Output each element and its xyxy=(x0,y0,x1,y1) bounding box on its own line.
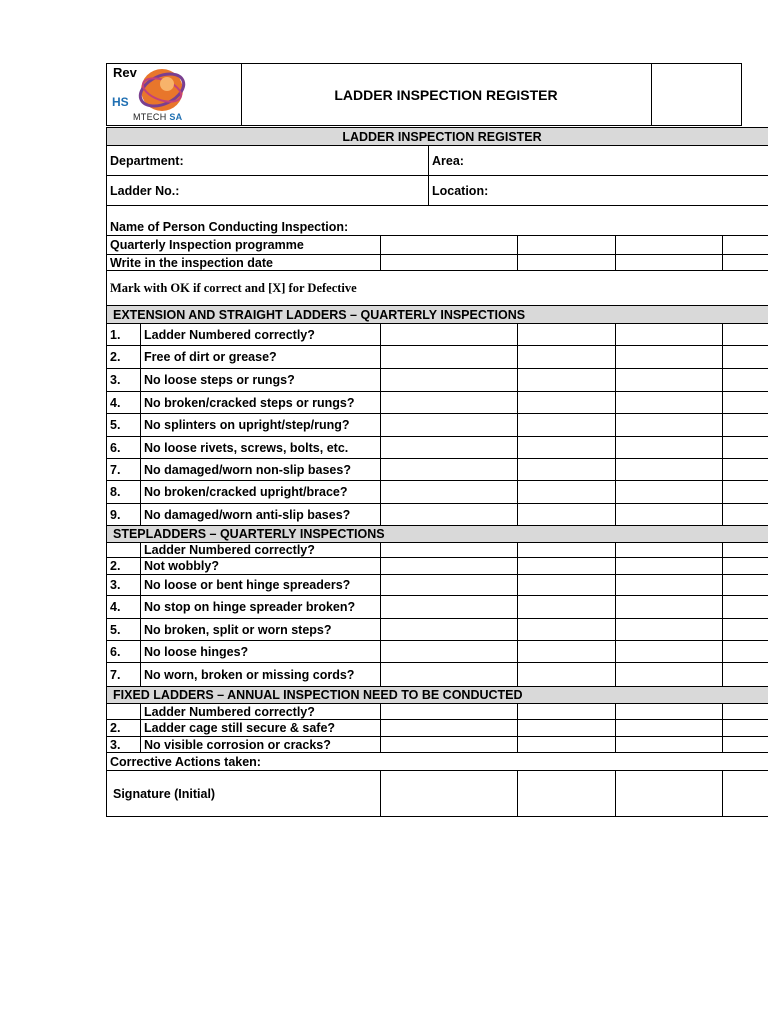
rev-label: Rev xyxy=(113,65,137,80)
check-cell[interactable] xyxy=(723,369,768,392)
logo-cell xyxy=(107,64,242,125)
check-cell[interactable] xyxy=(723,504,768,526)
check-cell[interactable] xyxy=(723,720,768,737)
date-cell[interactable] xyxy=(381,255,518,271)
signature-cell[interactable] xyxy=(723,771,768,817)
ladder-no-label: Ladder No.: xyxy=(110,183,180,198)
check-cell[interactable] xyxy=(616,641,723,663)
logo-company-text: MTECH SA xyxy=(133,112,183,122)
item-number: 4. xyxy=(107,596,141,619)
check-cell[interactable] xyxy=(723,704,768,720)
instruction-note: Mark with OK if correct and [X] for Defective xyxy=(107,271,768,306)
checklist-row xyxy=(107,663,768,687)
form-title: LADDER INSPECTION REGISTER xyxy=(107,128,768,146)
checklist-row xyxy=(107,414,768,437)
check-cell[interactable] xyxy=(723,392,768,414)
date-label: Write in the inspection date xyxy=(107,255,381,271)
check-cell[interactable] xyxy=(518,720,616,737)
check-cell[interactable] xyxy=(381,575,518,596)
item-text: No loose rivets, screws, bolts, etc. xyxy=(141,437,381,459)
checklist-row xyxy=(107,558,768,575)
check-cell[interactable] xyxy=(381,459,518,481)
signature-cell[interactable] xyxy=(381,771,518,817)
item-text: No broken/cracked steps or rungs? xyxy=(141,392,381,414)
item-number: 3. xyxy=(107,737,141,753)
programme-cell[interactable] xyxy=(518,236,616,255)
item-text: Not wobbly? xyxy=(141,558,381,575)
company-logo-icon xyxy=(135,66,193,114)
checklist-row xyxy=(107,324,768,346)
item-number: 7. xyxy=(107,459,141,481)
item-text: No stop on hinge spreader broken? xyxy=(141,596,381,619)
header-blank-cell xyxy=(651,64,742,125)
check-cell[interactable] xyxy=(518,459,616,481)
check-cell[interactable] xyxy=(381,324,518,346)
check-cell[interactable] xyxy=(381,663,518,687)
check-cell[interactable] xyxy=(723,619,768,641)
check-cell[interactable] xyxy=(518,737,616,753)
check-cell[interactable] xyxy=(381,737,518,753)
inspector-field[interactable] xyxy=(107,206,768,236)
item-number xyxy=(107,704,141,720)
item-text: No splinters on upright/step/rung? xyxy=(141,414,381,437)
check-cell[interactable] xyxy=(381,596,518,619)
item-number: 5. xyxy=(107,414,141,437)
check-cell[interactable] xyxy=(518,575,616,596)
check-cell[interactable] xyxy=(723,324,768,346)
signature-label: Signature (Initial) xyxy=(107,771,381,817)
item-text: No loose steps or rungs? xyxy=(141,369,381,392)
checklist-row xyxy=(107,619,768,641)
check-cell[interactable] xyxy=(616,558,723,575)
item-text: No loose hinges? xyxy=(141,641,381,663)
checklist-row xyxy=(107,504,768,526)
ladder-no-field[interactable] xyxy=(107,176,429,206)
check-cell[interactable] xyxy=(381,641,518,663)
signature-cell[interactable] xyxy=(616,771,723,817)
check-cell[interactable] xyxy=(616,737,723,753)
check-cell[interactable] xyxy=(616,459,723,481)
check-cell[interactable] xyxy=(723,641,768,663)
checklist-row xyxy=(107,481,768,504)
checklist-row xyxy=(107,596,768,619)
check-cell[interactable] xyxy=(723,459,768,481)
check-cell[interactable] xyxy=(518,663,616,687)
check-cell[interactable] xyxy=(518,437,616,459)
section-title: STEPLADDERS – QUARTERLY INSPECTIONS xyxy=(107,526,768,543)
date-cell[interactable] xyxy=(723,255,768,271)
checklist-row xyxy=(107,720,768,737)
check-cell[interactable] xyxy=(381,414,518,437)
check-cell[interactable] xyxy=(518,543,616,558)
logo-hs-text: HS xyxy=(112,95,129,109)
item-number: 1. xyxy=(107,324,141,346)
check-cell[interactable] xyxy=(518,596,616,619)
item-number: 4. xyxy=(107,392,141,414)
checklist-row xyxy=(107,459,768,481)
check-cell[interactable] xyxy=(518,641,616,663)
programme-cell[interactable] xyxy=(723,236,768,255)
item-number: 6. xyxy=(107,437,141,459)
checklist-row xyxy=(107,641,768,663)
item-text: No worn, broken or missing cords? xyxy=(141,663,381,687)
checklist-row xyxy=(107,392,768,414)
item-number xyxy=(107,543,141,558)
check-cell[interactable] xyxy=(381,369,518,392)
programme-label: Quarterly Inspection programme xyxy=(107,236,381,255)
item-text: No loose or bent hinge spreaders? xyxy=(141,575,381,596)
check-cell[interactable] xyxy=(723,663,768,687)
checklist-row xyxy=(107,346,768,369)
document-header xyxy=(106,63,742,126)
location-field[interactable] xyxy=(429,176,768,206)
check-cell[interactable] xyxy=(616,704,723,720)
header-title: LADDER INSPECTION REGISTER xyxy=(334,86,558,103)
check-cell[interactable] xyxy=(723,346,768,369)
department-label: Department: xyxy=(110,153,184,168)
check-cell[interactable] xyxy=(381,392,518,414)
check-cell[interactable] xyxy=(518,414,616,437)
checklist-row xyxy=(107,437,768,459)
area-label: Area: xyxy=(432,153,464,168)
item-text: Ladder cage still secure & safe? xyxy=(141,720,381,737)
checklist-row xyxy=(107,737,768,753)
checklist-row xyxy=(107,369,768,392)
item-number: 5. xyxy=(107,619,141,641)
item-number: 9. xyxy=(107,504,141,526)
check-cell[interactable] xyxy=(723,543,768,558)
corrective-actions-field[interactable]: Corrective Actions taken: xyxy=(107,753,768,771)
check-cell[interactable] xyxy=(723,558,768,575)
check-cell[interactable] xyxy=(381,481,518,504)
item-number: 3. xyxy=(107,369,141,392)
check-cell[interactable] xyxy=(518,504,616,526)
department-field[interactable] xyxy=(107,146,429,176)
check-cell[interactable] xyxy=(616,720,723,737)
item-number: 6. xyxy=(107,641,141,663)
check-cell[interactable] xyxy=(381,704,518,720)
check-cell[interactable] xyxy=(381,720,518,737)
check-cell[interactable] xyxy=(723,437,768,459)
check-cell[interactable] xyxy=(518,558,616,575)
checklist-row xyxy=(107,575,768,596)
item-number: 8. xyxy=(107,481,141,504)
item-text: No visible corrosion or cracks? xyxy=(141,737,381,753)
item-text: Ladder Numbered correctly? xyxy=(141,543,381,558)
check-cell[interactable] xyxy=(381,558,518,575)
check-cell[interactable] xyxy=(616,619,723,641)
checklist-row xyxy=(107,704,768,720)
item-text: No broken, split or worn steps? xyxy=(141,619,381,641)
location-label: Location: xyxy=(432,183,489,198)
check-cell[interactable] xyxy=(616,369,723,392)
item-text: Ladder Numbered correctly? xyxy=(141,324,381,346)
check-cell[interactable] xyxy=(518,481,616,504)
inspector-label: Name of Person Conducting Inspection: xyxy=(110,220,349,234)
item-number: 3. xyxy=(107,575,141,596)
item-number: 7. xyxy=(107,663,141,687)
check-cell[interactable] xyxy=(723,414,768,437)
section-title: EXTENSION AND STRAIGHT LADDERS – QUARTERLY INSPECTIONS xyxy=(107,306,768,324)
check-cell[interactable] xyxy=(518,392,616,414)
area-field[interactable] xyxy=(429,146,768,176)
date-cell[interactable] xyxy=(616,255,723,271)
check-cell[interactable] xyxy=(381,543,518,558)
item-number: 2. xyxy=(107,720,141,737)
programme-cell[interactable] xyxy=(381,236,518,255)
item-number: 2. xyxy=(107,558,141,575)
check-cell[interactable] xyxy=(616,543,723,558)
check-cell[interactable] xyxy=(723,575,768,596)
check-cell[interactable] xyxy=(518,619,616,641)
item-text: Free of dirt or grease? xyxy=(141,346,381,369)
programme-cell[interactable] xyxy=(616,236,723,255)
check-cell[interactable] xyxy=(723,737,768,753)
item-number: 2. xyxy=(107,346,141,369)
check-cell[interactable] xyxy=(616,481,723,504)
check-cell[interactable] xyxy=(616,346,723,369)
check-cell[interactable] xyxy=(616,596,723,619)
check-cell[interactable] xyxy=(616,437,723,459)
check-cell[interactable] xyxy=(381,437,518,459)
check-cell[interactable] xyxy=(381,504,518,526)
item-text: No damaged/worn non-slip bases? xyxy=(141,459,381,481)
check-cell[interactable] xyxy=(518,324,616,346)
check-cell[interactable] xyxy=(616,392,723,414)
check-cell[interactable] xyxy=(616,504,723,526)
check-cell[interactable] xyxy=(518,369,616,392)
section-title: FIXED LADDERS – ANNUAL INSPECTION NEED TO BE CONDUCTED xyxy=(107,687,768,704)
check-cell[interactable] xyxy=(381,619,518,641)
check-cell[interactable] xyxy=(616,324,723,346)
check-cell[interactable] xyxy=(723,481,768,504)
register-table xyxy=(106,127,768,817)
check-cell[interactable] xyxy=(616,414,723,437)
signature-cell[interactable] xyxy=(518,771,616,817)
item-text: No damaged/worn anti-slip bases? xyxy=(141,504,381,526)
checklist-row xyxy=(107,543,768,558)
item-text: Ladder Numbered correctly? xyxy=(141,704,381,720)
check-cell[interactable] xyxy=(381,346,518,369)
check-cell[interactable] xyxy=(616,575,723,596)
check-cell[interactable] xyxy=(616,663,723,687)
check-cell[interactable] xyxy=(518,704,616,720)
check-cell[interactable] xyxy=(723,596,768,619)
check-cell[interactable] xyxy=(518,346,616,369)
item-text: No broken/cracked upright/brace? xyxy=(141,481,381,504)
date-cell[interactable] xyxy=(518,255,616,271)
